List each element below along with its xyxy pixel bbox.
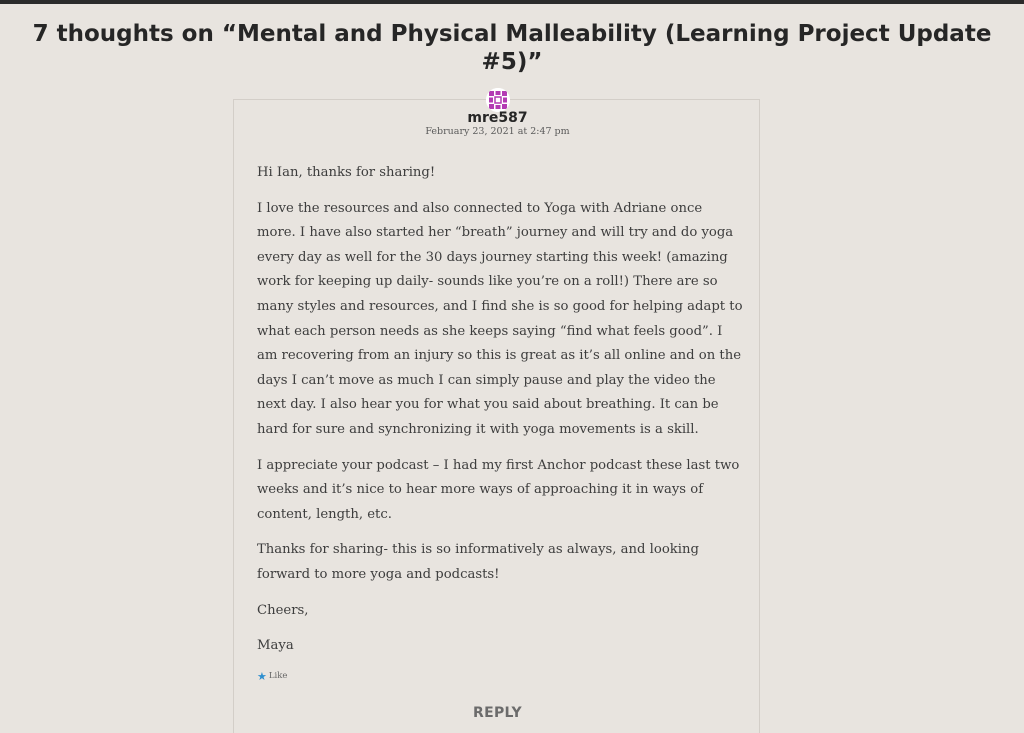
comments-title: 7 thoughts on “Mental and Physical Malleability (Learning Project Update #5)” — [32, 21, 992, 75]
comment-paragraph: I love the resources and also connected to Yoga with Adriane once more. I have also started her “breath” journey and will try and do yoga every day as well for the 30 days journey starting this week! (amazing work for keeping up daily- sounds like you’re on a roll!) There are so many styles and resources, and I find she is so good for helping adapt to what each person needs as she keeps saying “find what feels good”. I am recovering from an injury so this is great as it’s all online and on the days I can’t move as much I can simply pause and play the video the next day. I also hear you for what you said about breathing. It can be hard for sure and synchronizing it with yoga movements is a skill. — [257, 200, 743, 437]
avatar-identicon-icon — [486, 88, 510, 112]
top-bar — [0, 0, 1024, 4]
reply-button[interactable]: REPLY — [473, 705, 522, 721]
comment-paragraph: Maya — [257, 638, 294, 654]
comment-author[interactable]: mre587 — [467, 110, 528, 126]
comment-paragraph: Hi Ian, thanks for sharing! — [257, 165, 436, 180]
comment-body — [257, 161, 743, 670]
comment-card — [233, 99, 760, 733]
comment-date[interactable]: February 23, 2021 at 2:47 pm — [425, 126, 570, 137]
comment-paragraph: I appreciate your podcast – I had my first Anchor podcast these last two weeks and it’s nice to hear more ways of approaching it in ways of content, length, etc. — [257, 457, 740, 522]
identicon-avatar[interactable] — [486, 88, 510, 112]
like-label: Like — [268, 671, 288, 681]
comment-paragraph: Thanks for sharing- this is so informatively as always, and looking forward to more yoga and podcasts! — [257, 542, 699, 582]
comment-paragraph: Cheers, — [257, 602, 309, 618]
like-button[interactable] — [257, 669, 287, 683]
star-icon: ★ — [257, 669, 267, 683]
